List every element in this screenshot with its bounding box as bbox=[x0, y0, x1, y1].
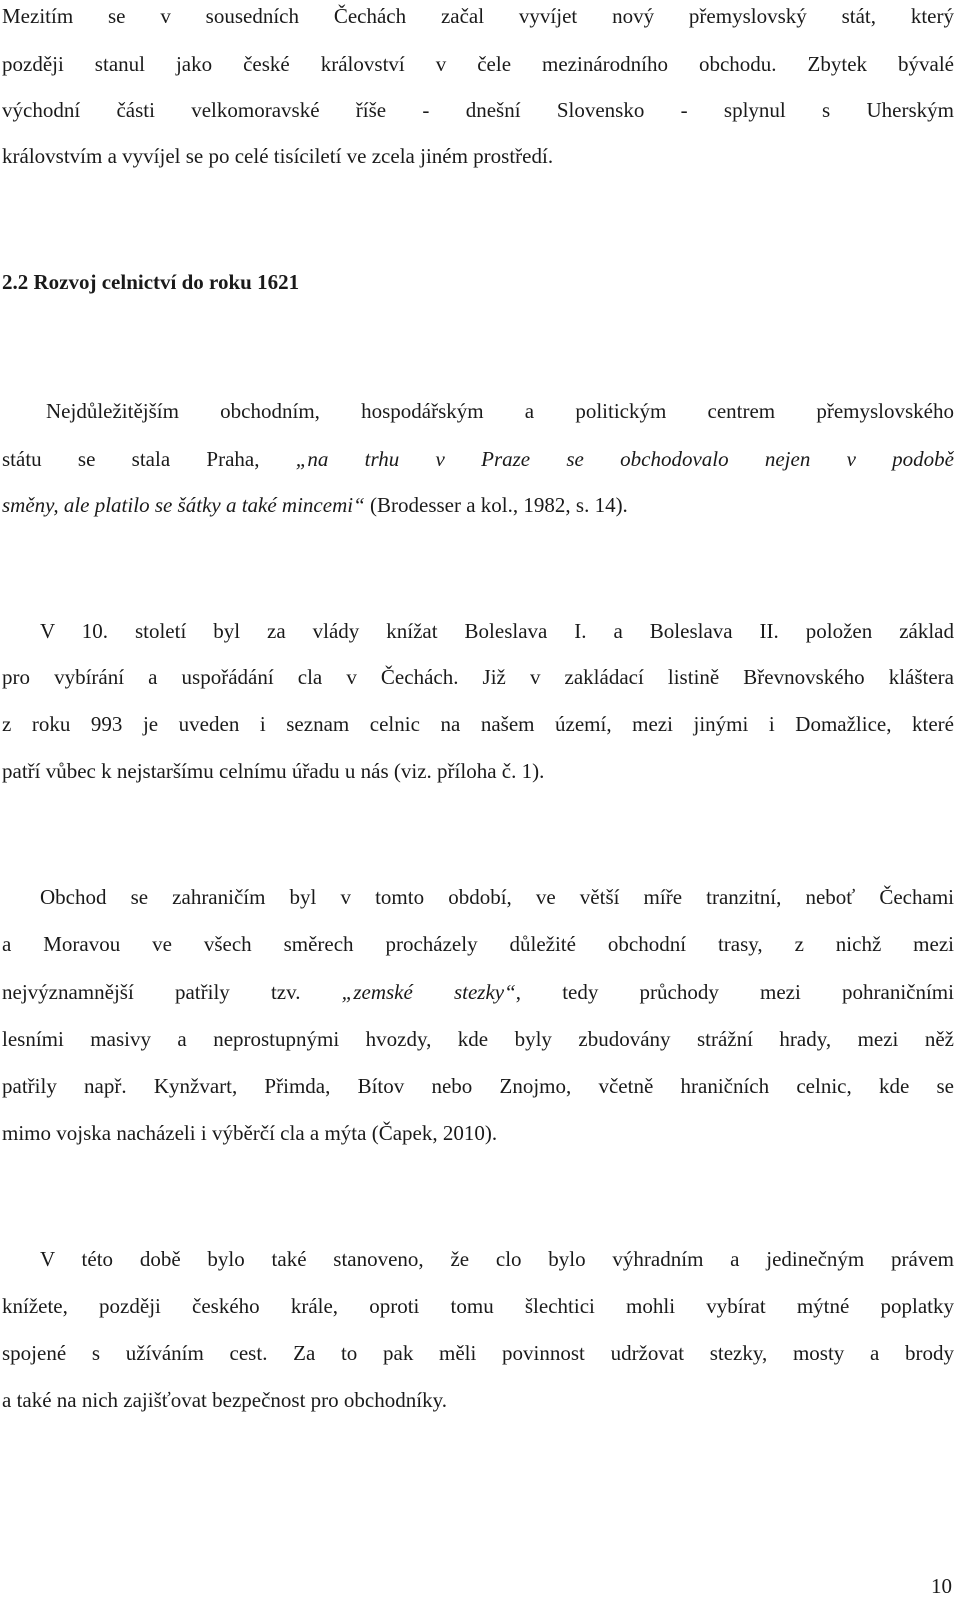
paragraph-1-line-2: později stanul jako české království v čele mezinárodního obchodu. Zbytek bývalé bbox=[2, 52, 954, 76]
paragraph-2-line-2 bbox=[2, 445, 954, 473]
paragraph-1-line-1: Mezitím se v sousedních Čechách začal vyvíjet nový přemyslovský stát, který bbox=[2, 4, 954, 28]
paragraph-4-line-3 bbox=[2, 978, 954, 1006]
paragraph-5-line-4: a také na nich zajišťovat bezpečnost pro obchodníky. bbox=[2, 1388, 447, 1412]
paragraph-2-line-1: Nejdůležitějším obchodním, hospodářským a politickým centrem přemyslovského bbox=[46, 399, 954, 423]
page-number: 10 bbox=[931, 1574, 952, 1598]
paragraph-5-line-3: spojené s užíváním cest. Za to pak měli povinnost udržovat stezky, mosty a brody bbox=[2, 1341, 954, 1365]
paragraph-2-line-3 bbox=[2, 491, 954, 519]
quotation-text: „na trhu v Praze se obchodovalo nejen v podobě bbox=[295, 447, 954, 471]
paragraph-4-line-6: mimo vojska nacházeli i výběrčí cla a mýta (Čapek, 2010). bbox=[2, 1121, 498, 1145]
quotation-text: směny, ale platilo se šátky a také mincemi“ bbox=[2, 493, 365, 517]
quotation-text: „zemské stezky“ bbox=[341, 980, 516, 1004]
paragraph-4-line-1: Obchod se zahraničím byl v tomto období, ve větší míře tranzitní, neboť Čechami bbox=[40, 885, 954, 909]
paragraph-4-line-5: patřily např. Kynžvart, Přimda, Bítov nebo Znojmo, včetně hraničních celnic, kde se bbox=[2, 1074, 954, 1098]
section-heading: 2.2 Rozvoj celnictví do roku 1621 bbox=[2, 270, 300, 294]
paragraph-1-line-3: východní části velkomoravské říše - dnešní Slovensko - splynul s Uherským bbox=[2, 98, 954, 122]
paragraph-3-line-2: pro vybírání a uspořádání cla v Čechách. Již v zakládací listině Břevnovského kláštera bbox=[2, 665, 954, 689]
paragraph-3-line-4: patří vůbec k nejstaršímu celnímu úřadu u nás (viz. příloha č. 1). bbox=[2, 759, 545, 783]
text-run: , tedy průchody mezi pohraničními bbox=[515, 980, 954, 1004]
paragraph-1-line-4: královstvím a vyvíjel se po celé tisíciletí ve zcela jiném prostředí. bbox=[2, 144, 554, 168]
paragraph-5-line-1: V této době bylo také stanoveno, že clo bylo výhradním a jedinečným právem bbox=[40, 1247, 954, 1271]
citation-text: (Brodesser a kol., 1982, s. 14). bbox=[364, 493, 628, 517]
paragraph-5-line-2: knížete, později českého krále, oproti tomu šlechtici mohli vybírat mýtné poplatky bbox=[2, 1294, 954, 1318]
text-run: státu se stala Praha, bbox=[2, 447, 296, 471]
paragraph-4-line-2: a Moravou ve všech směrech procházely důležité obchodní trasy, z nichž mezi bbox=[2, 932, 954, 956]
paragraph-4-line-4: lesními masivy a neprostupnými hvozdy, kde byly zbudovány strážní hrady, mezi něž bbox=[2, 1027, 954, 1051]
text-run: nejvýznamnější patřily tzv. bbox=[2, 980, 342, 1004]
paragraph-3-line-3: z roku 993 je uveden i seznam celnic na našem území, mezi jinými i Domažlice, které bbox=[2, 712, 954, 736]
paragraph-3-line-1: V 10. století byl za vlády knížat Boleslava I. a Boleslava II. položen základ bbox=[40, 619, 954, 643]
